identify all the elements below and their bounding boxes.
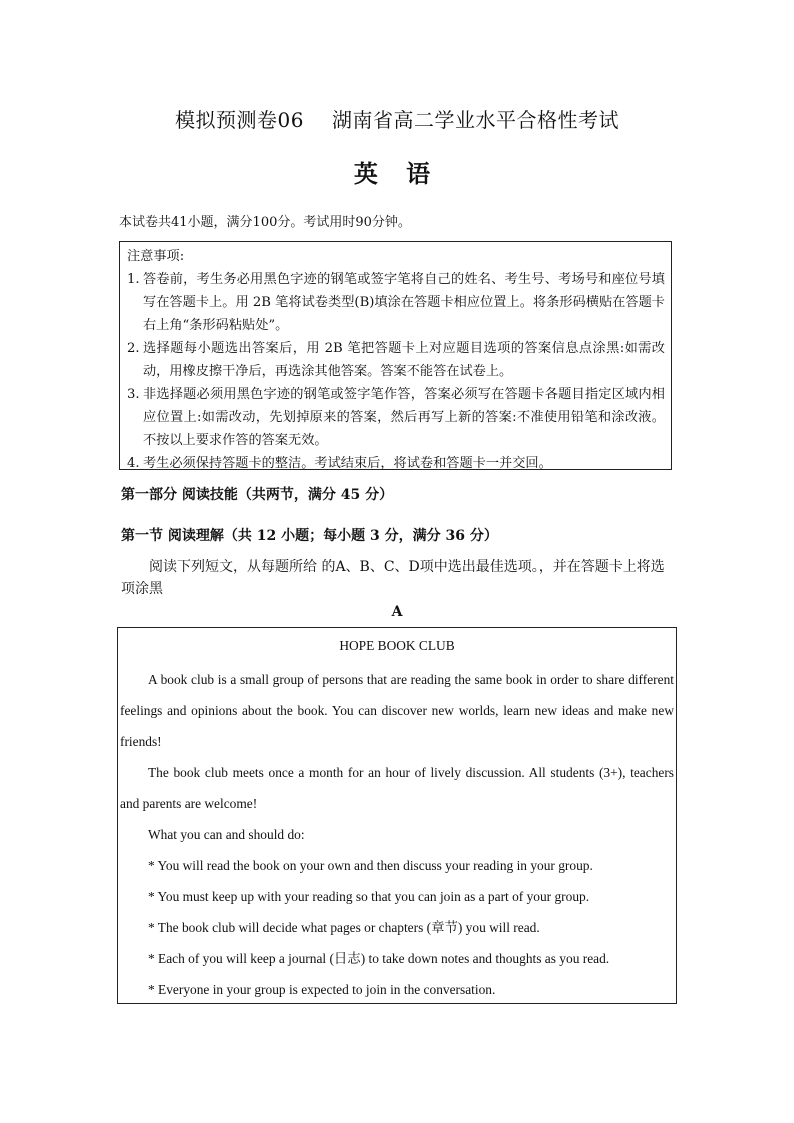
section-instruction: 阅读下列短文，从每题所给 的A、B、C、D项中选出最佳选项。，并在答题卡上将选项涂黑 [121,559,665,597]
notice-box [119,241,672,470]
exam-intro: 本试卷共41小题，满分100分。考试用时90分钟。 [119,215,411,230]
notice-heading: 注意事项: [127,249,185,264]
passage-paragraph: The book club meets once a month for an hour of lively discussion. All students (3+), teachers and parents are welcome! [120,765,674,811]
passage-title: HOPE BOOK CLUB [339,638,455,653]
passage-line: * The book club will decide what pages or chapters (章节) you will read. [148,920,540,935]
passage-line: * Everyone in your group is expected to join in the conversation. [148,982,496,997]
passage-line: * You must keep up with your reading so that you can join as a part of your group. [148,889,590,904]
notice-item-number: 3. [127,387,140,402]
passage-box [117,627,677,1004]
notice-item-text: 非选择题必须用黑色字迹的钢笔或签字笔作答，答案必须写在答题卡各题目指定区域内相应位置上:如需改动，先划掉原来的答案，然后再写上新的答案:不准使用铅笔和涂改液。不按以上要求作答的答案无效。 [143,387,665,448]
passage-line: * Each of you will keep a journal (日志) to take down notes and thoughts as you read. [148,951,610,966]
notice-item-number: 4. [127,456,140,471]
subject-title: 英 语 [353,159,441,188]
notice-item-text: 答卷前，考生务必用黑色字迹的钢笔或签字笔将自己的姓名、考生号、考场号和座位号填写在答题卡上。用 2B 笔将试卷类型(B)填涂在答题卡相应位置上。将条形码横贴在答题卡右上角“条形码粘贴处”。 [143,272,665,333]
passage-line: * You will read the book on your own and then discuss your reading in your group. [148,858,593,873]
paper-title [0,104,794,133]
part-title: 第一部分 阅读技能（共两节，满分 45 分） [121,487,394,503]
notice-item [127,452,665,475]
notice-item-text: 选择题每小题选出答案后，用 2B 笔把答题卡上对应题目选项的答案信息点涂黑:如需改动，用橡皮擦干净后，再选涂其他答案。答案不能答在试卷上。 [143,341,665,379]
exam-name: 湖南省高二学业水平合格性考试 [331,108,619,132]
notice-item-text: 考生必须保持答题卡的整洁。考试结束后，将试卷和答题卡一并交回。 [143,456,552,471]
passage-line: What you can and should do: [148,827,305,842]
notice-item-number: 2. [127,341,140,356]
notice-item [127,337,665,383]
passage-label: A [391,604,403,620]
notice-item-number: 1. [127,272,140,287]
section-title: 第一节 阅读理解（共 12 小题；每小题 3 分，满分 36 分） [121,528,498,544]
notice-item [127,268,665,337]
notice-item [127,383,665,452]
paper-label: 模拟预测卷06 [175,108,304,132]
passage-paragraph: A book club is a small group of persons that are reading the same book in order to share different feelings and opinions about the book. You can discover new worlds, learn new ideas and make new friends! [120,672,674,749]
